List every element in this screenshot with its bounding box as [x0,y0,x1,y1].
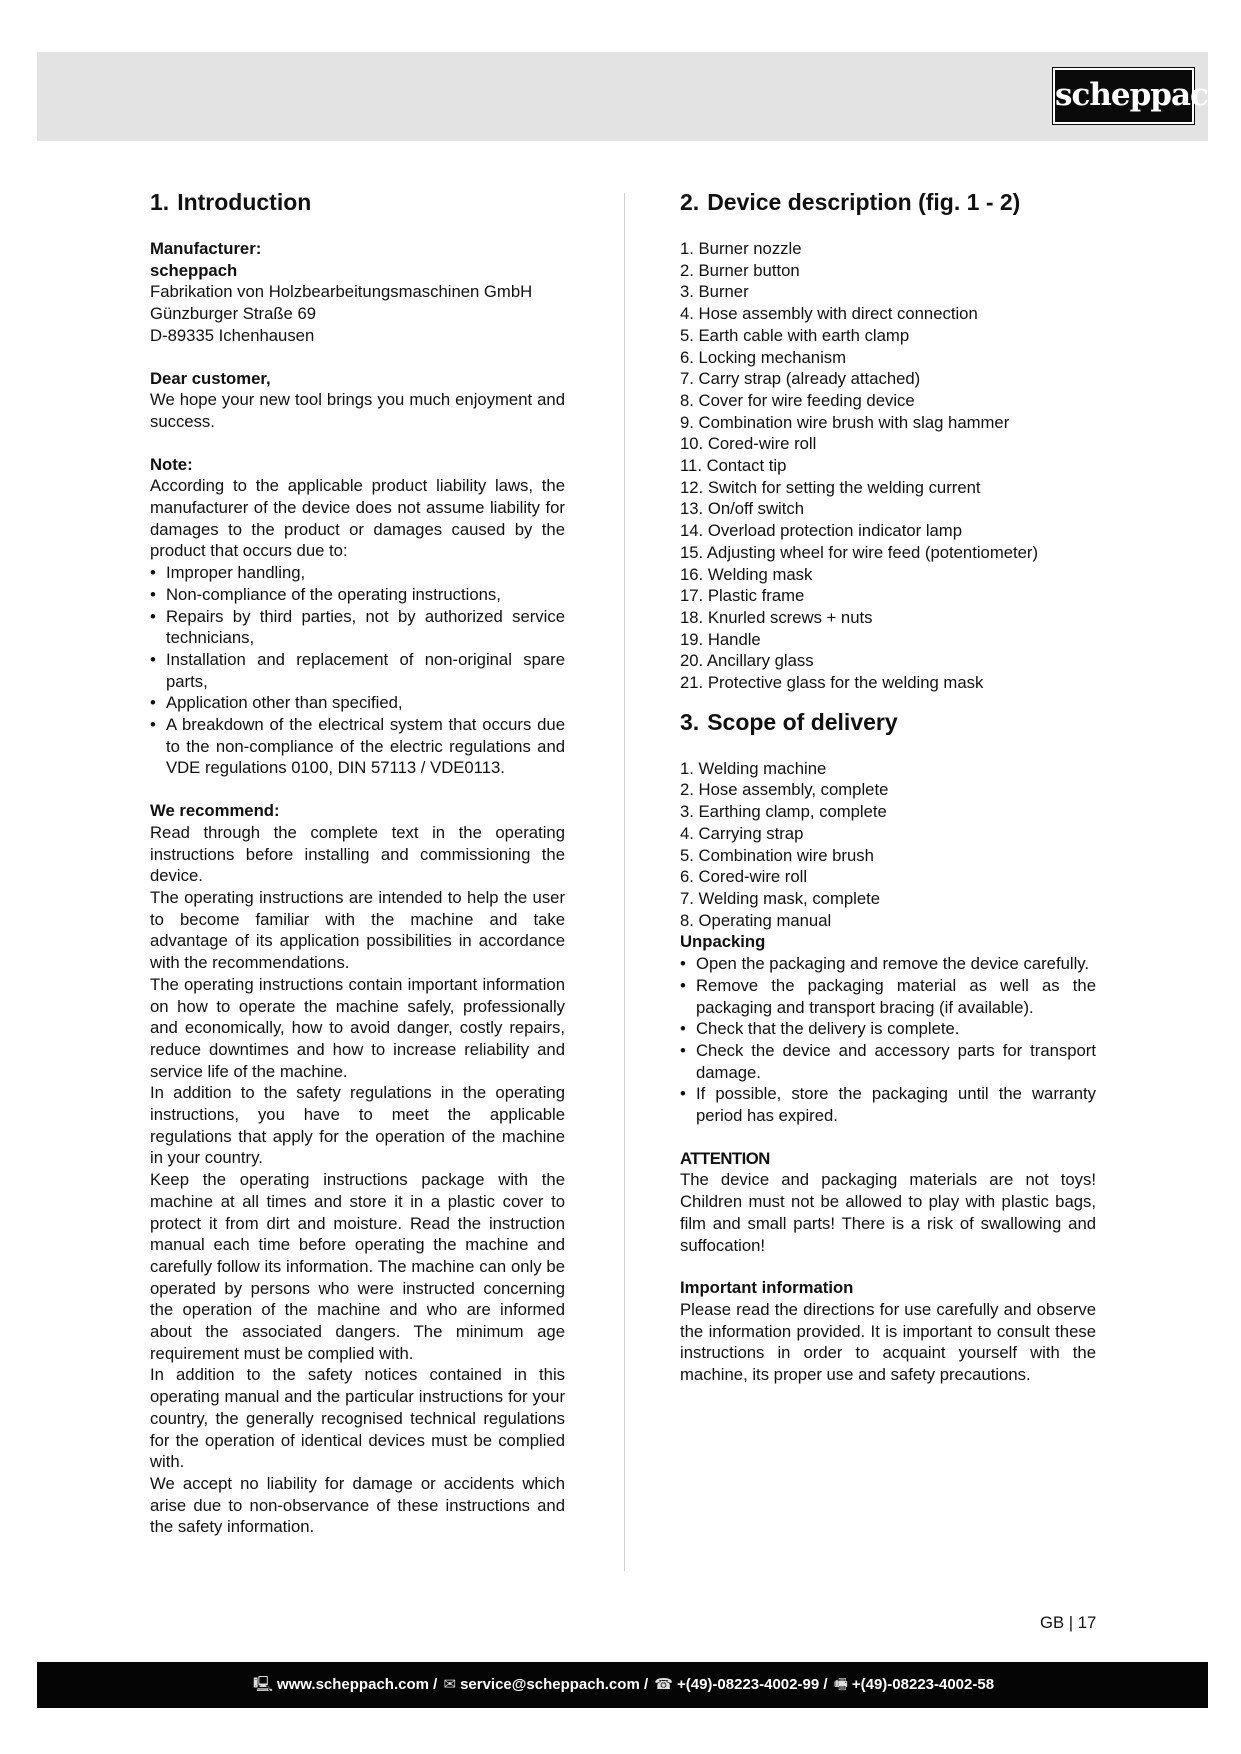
list-item: 20. Ancillary glass [680,651,814,671]
header-band [37,52,1230,141]
manufacturer-city: D-89335 Ichenhausen [150,325,315,345]
list-item: • Open the packaging and remove the device carefully. [680,953,1096,975]
fax-number: +(49)-08223-4002-58 [851,1676,995,1693]
email-icon: ✉ [443,1676,457,1693]
list-item: 7. Carry strap (already attached) [680,369,921,389]
list-item: 7. Welding mask, complete [680,888,881,908]
manufacturer-label: Manufacturer: [150,239,262,258]
note-text: According to the applicable product liability laws, the manufacturer of the device does not assume liability for damages to the product or damages caused by the product that occurs due to: [150,476,565,561]
important-information-text: Please read the directions for use carefully and observe the information provided. It is important to consult these instructions in order to acquaint yourself with the machine, its proper use and safety precautions. [680,1299,1096,1385]
list-item: 15. Adjusting wheel for wire feed (potentiometer) [680,542,1039,562]
attention-text: The device and packaging materials are not toys! Children must not be allowed to play with plastic bags, film and small parts! There is a risk of swallowing and suffocation! [680,1170,1096,1255]
list-item: 13. On/off switch [680,499,804,519]
manufacturer-block [150,238,565,347]
right-column [680,188,1096,1386]
attention-block [680,1148,1096,1257]
attention-label: ATTENTION [680,1148,770,1168]
dear-customer-block [150,368,565,433]
list-item: • Check that the delivery is complete. [680,1018,1096,1040]
dear-customer-text: We hope your new tool brings you much enjoyment and success. [150,390,565,431]
list-item: 5. Combination wire brush [680,845,874,865]
recommend-paragraph: Read through the complete text in the operating instructions before installing and commissioning the device. [150,822,565,886]
phone-number: +(49)-08223-4002-99 [676,1676,820,1693]
list-item: • A breakdown of the electrical system that occurs due to the non-compliance of the electric regulations and VDE regulations 0100, DIN 57113 / VDE0113. [150,714,565,779]
note-label: Note: [150,454,193,474]
list-item: 18. Knurled screws + nuts [680,607,873,627]
recommend-paragraph: Keep the operating instructions package with the machine at all times and store it in a plastic cover to protect it from dirt and moisture. Read the instruction manual each time before operating the machine and carefully follow its information. The machine can only be operated by persons who were instructed concerning the operation of the machine and who are informed about the associated dangers. The minimum age requirement must be complied with. [150,1170,565,1363]
website-link[interactable]: www.scheppach.com [276,1676,429,1693]
list-item: 5. Earth cable with earth clamp [680,325,910,345]
fax-icon: 🖷 [833,1676,848,1693]
scheppach-logo: scheppach [1053,68,1194,124]
list-item: 10. Cored-wire roll [680,434,817,454]
scope-of-delivery-heading: 3. Scope of delivery [680,708,898,735]
left-column [150,188,565,1538]
recommend-paragraph: In addition to the safety regulations in the operating instructions, you have to meet the applicable regulations that apply for the operation of the machine in your country. [150,1083,565,1168]
dear-customer-label: Dear customer, [150,368,271,388]
list-item: 4. Carrying strap [680,823,804,843]
monitor-icon: 🖳 [252,1676,273,1693]
recommend-paragraph: The operating instructions contain important information on how to operate the machine safely, professionally and economically, how to avoid danger, costly repairs, reduce downtimes and how to increase reliability and service life of the machine. [150,974,565,1081]
manufacturer-name: scheppach [150,260,238,280]
introduction-heading: 1. Introduction [150,189,312,215]
list-item: • Non-compliance of the operating instructions, [150,584,565,606]
unpacking-list [680,953,1096,1127]
unpacking-block [680,931,1096,1126]
recommend-block [150,800,565,1538]
list-item: 6. Cored-wire roll [680,867,808,887]
recommend-paragraph: In addition to the safety notices contained in this operating manual and the particular instructions for your country, the generally recognised technical regulations for the operation of identical devices must be complied with. [150,1365,565,1472]
note-block [150,454,565,780]
list-item: 3. Burner [680,282,749,302]
list-item: 6. Locking mechanism [680,347,847,367]
list-item: 16. Welding mask [680,564,813,584]
unpacking-label: Unpacking [680,932,766,952]
list-item: 19. Handle [680,629,761,649]
column-divider [624,193,625,1571]
page-number: GB | 17 [1040,1613,1097,1632]
list-item: • Improper handling, [150,562,565,584]
scope-of-delivery-list [680,758,1096,932]
important-information-label: Important information [680,1278,854,1298]
email-link[interactable]: service@scheppach.com [460,1676,640,1693]
list-item: 2. Hose assembly, complete [680,780,889,800]
list-item: 3. Earthing clamp, complete [680,802,887,822]
list-item: • Repairs by third parties, not by authorized service technicians, [150,606,565,649]
list-item: • If possible, store the packaging until the warranty period has expired. [680,1083,1096,1126]
list-item: 17. Plastic frame [680,586,805,606]
phone-icon: ☎ [654,1676,673,1693]
list-item: 1. Welding machine [680,758,827,778]
list-item: 8. Cover for wire feeding device [680,390,915,410]
list-item: 21. Protective glass for the welding mask [680,673,984,693]
list-item: 9. Combination wire brush with slag hammer [680,412,1010,432]
list-item: 14. Overload protection indicator lamp [680,521,962,541]
list-item: 1. Burner nozzle [680,239,802,258]
device-parts-list [680,238,1096,694]
important-information-block [680,1277,1096,1386]
device-description-heading: 2. Device description (fig. 1 - 2) [680,189,1021,215]
list-item: • Application other than specified, [150,692,565,714]
manufacturer-street: Günzburger Straße 69 [150,304,317,324]
footer-bar: 🖳 www.scheppach.com / ✉ service@scheppach.com / ☎ +(49)-08223-4002-99 / 🖷 +(49)-08223-4002-58 [37,1662,1208,1708]
list-item: 2. Burner button [680,260,800,280]
recommend-label: We recommend: [150,801,280,821]
list-item: • Installation and replacement of non-original spare parts, [150,649,565,692]
recommend-paragraph: The operating instructions are intended to help the user to become familiar with the machine and take advantage of its application possibilities in accordance with the recommendations. [150,887,565,973]
note-list [150,562,565,779]
manufacturer-company: Fabrikation von Holzbearbeitungsmaschinen GmbH [150,282,533,302]
list-item: 8. Operating manual [680,910,832,930]
list-item: 12. Switch for setting the welding current [680,477,981,497]
list-item: • Remove the packaging material as well as the packaging and transport bracing (if available). [680,975,1096,1018]
list-item: • Check the device and accessory parts for transport damage. [680,1040,1096,1083]
recommend-paragraph: We accept no liability for damage or accidents which arise due to non-observance of these instructions and the safety information. [150,1473,565,1537]
list-item: 4. Hose assembly with direct connection [680,304,978,324]
list-item: 11. Contact tip [680,456,787,476]
